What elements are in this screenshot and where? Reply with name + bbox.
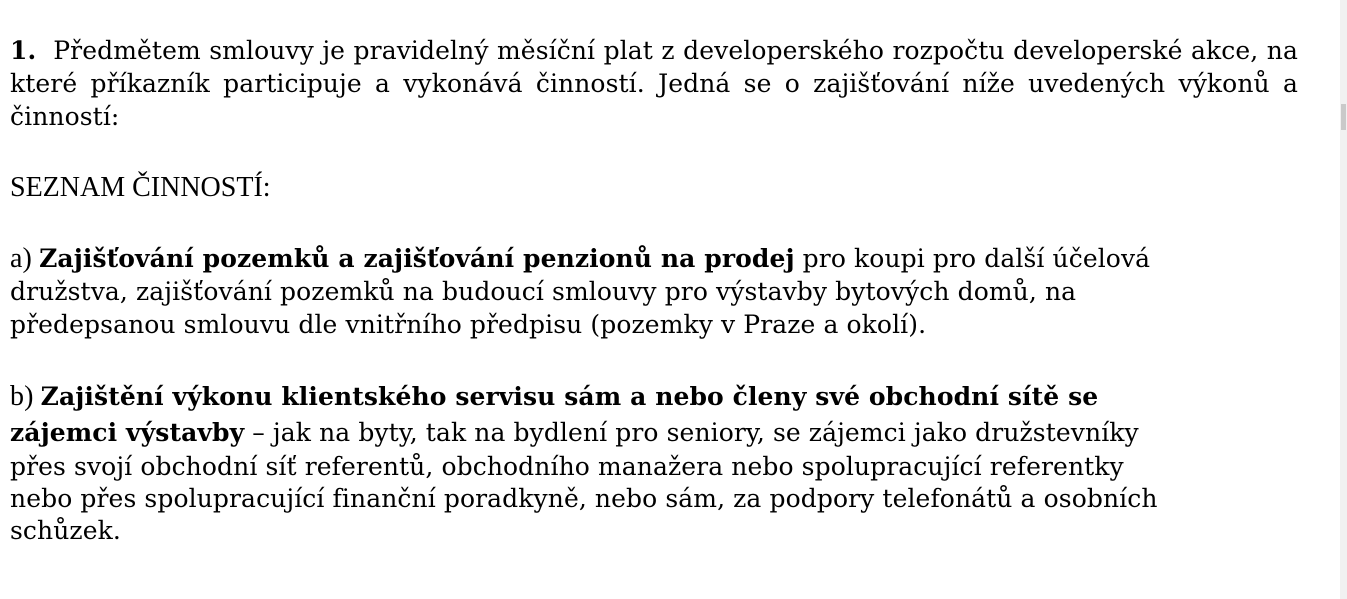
list-heading: SEZNAM ČINNOSTÍ: xyxy=(10,172,271,203)
paragraph-1-text: Předmětem smlouvy je pravidelný měsíční plat z developerského rozpočtu developerské akce, na které příkazník participuje a vykonává činností. Jedná se o zajišťování níže uvedených výkonů a činností: xyxy=(10,36,1299,131)
item-b-line-2-rest: – jak na byty, tak na bydlení pro seniory, se zájemci jako družstevníky xyxy=(244,418,1139,447)
vertical-scrollbar[interactable] xyxy=(1340,0,1347,599)
item-b-bold-line-1: Zajištění výkonu klientského servisu sám a nebo členy své obchodní sítě se xyxy=(40,382,1099,411)
item-b xyxy=(10,379,1298,547)
item-b-line-4: nebo přes spolupracující finanční poradkyně, nebo sám, za podpory telefonátů a osobních xyxy=(10,484,1158,513)
item-a-bold-title: Zajišťování pozemků a zajišťování penzionů na prodej xyxy=(39,244,795,273)
paragraph-1 xyxy=(10,34,1298,133)
item-b-line-5: schůzek. xyxy=(10,516,121,545)
item-a-line-1-rest: pro koupi pro další účelová xyxy=(794,244,1151,273)
item-a-line-2: družstva, zajišťování pozemků na budoucí smlouvy pro výstavby bytových domů, na xyxy=(10,277,1077,306)
item-a-line-3: předepsanou smlouvu dle vnitřního předpisu (pozemky v Praze a okolí). xyxy=(10,310,927,339)
document-body xyxy=(10,34,1298,547)
item-a xyxy=(10,242,1298,341)
item-a-line-1 xyxy=(10,242,1298,275)
scrollbar-thumb[interactable] xyxy=(1341,104,1346,130)
item-b-bold-line-2: zájemci výstavby xyxy=(10,418,245,447)
item-b-line-1 xyxy=(10,379,1298,415)
item-b-line-3: přes svojí obchodní síť referentů, obchodního manažera nebo spolupracující referentky xyxy=(10,452,1124,481)
paragraph-number: 1. xyxy=(10,36,37,65)
item-b-prefix: b) xyxy=(10,381,41,412)
item-b-line-2 xyxy=(10,415,1298,451)
item-a-prefix: a) xyxy=(10,243,40,274)
